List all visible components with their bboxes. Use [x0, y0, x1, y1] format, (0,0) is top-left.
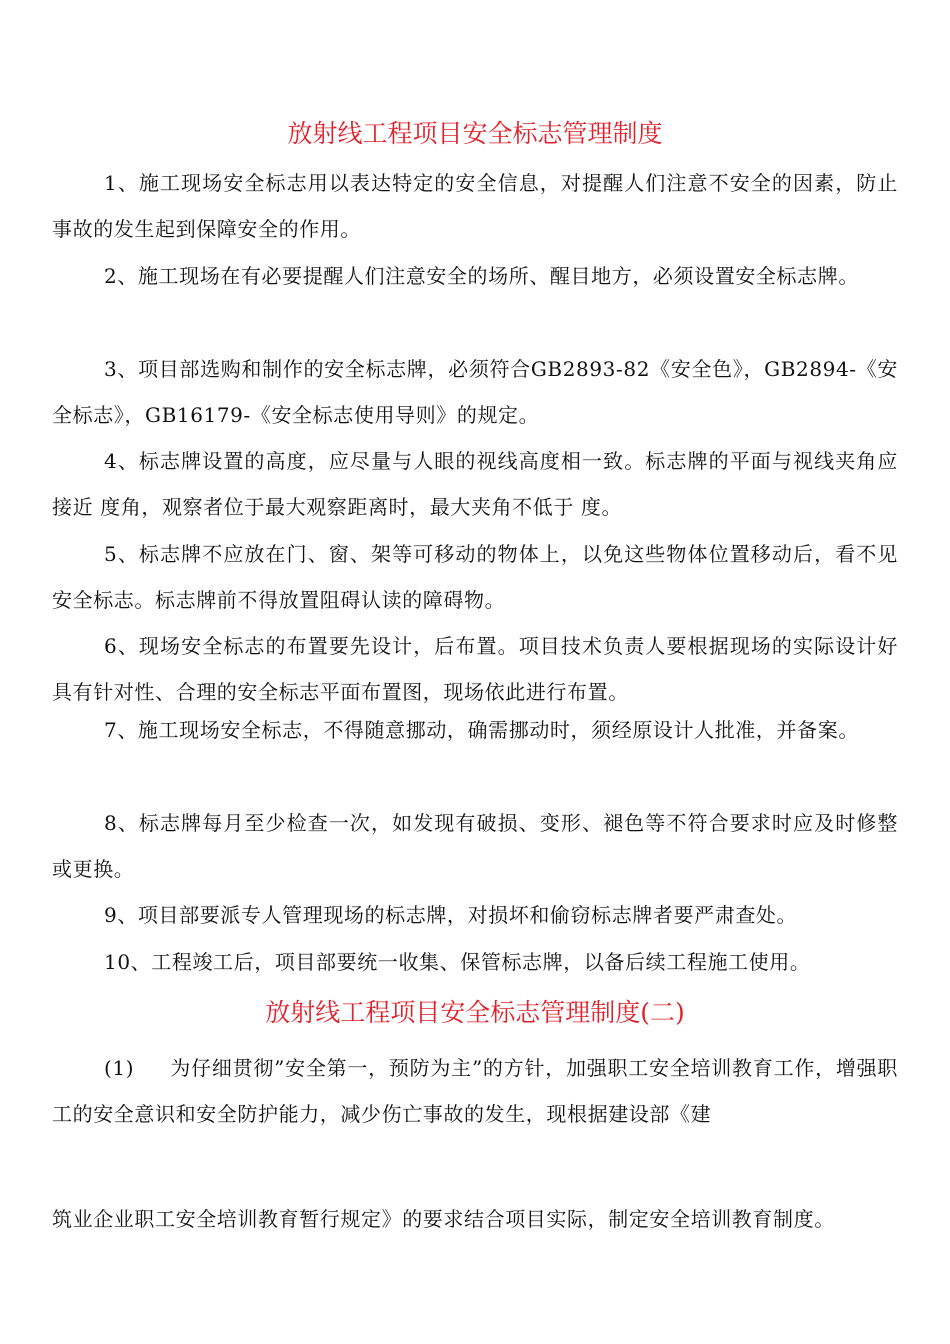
document-title: 放射线工程项目安全标志管理制度: [287, 119, 663, 148]
paragraph-5: 5、标志牌不应放在门、窗、架等可移动的物体上，以免这些物体位置移动后，看不见安全标志。标志牌前不得放置阻碍认读的障碍物。: [52, 542, 898, 612]
paragraph-10: 10、工程竣工后，项目部要统一收集、保管标志牌，以备后续工程施工使用。: [104, 950, 811, 974]
item-text: 为仔细贯彻”安全第一，预防为主”的方针，加强职工安全培训教育工作，增强职工的安全意识和安全防护能力，减少伤亡事故的发生，现根据建设部《建: [52, 1056, 898, 1126]
paragraph-1: 1、施工现场安全标志用以表达特定的安全信息，对提醒人们注意不安全的因素，防止事故的发生起到保障安全的作用。: [52, 171, 898, 241]
section-2-title: 放射线工程项目安全标志管理制度(二): [265, 998, 685, 1027]
paragraph-3: 3、项目部选购和制作的安全标志牌，必须符合GB2893-82《安全色》，GB2894-《安全标志》，GB16179-《安全标志使用导则》的规定。: [52, 357, 898, 427]
paragraph-6: 6、现场安全标志的布置要先设计，后布置。项目技术负责人要根据现场的实际设计好具有针对性、合理的安全标志平面布置图，现场依此进行布置。: [52, 634, 898, 704]
section-2-continuation: 筑业企业职工安全培训教育暂行规定》的要求结合项目实际，制定安全培训教育制度。: [52, 1207, 835, 1231]
section-2-item-1: [52, 1045, 898, 1137]
paragraph-7: 7、施工现场安全标志，不得随意挪动，确需挪动时，须经原设计人批准，并备案。: [104, 718, 859, 742]
paragraph-2: 2、施工现场在有必要提醒人们注意安全的场所、醒目地方，必须设置安全标志牌。: [104, 264, 859, 288]
paragraph-9: 9、项目部要派专人管理现场的标志牌，对损坏和偷窃标志牌者要严肃查处。: [104, 903, 798, 927]
paragraph-8: 8、标志牌每月至少检查一次，如发现有破损、变形、褪色等不符合要求时应及时修整或更换。: [52, 811, 898, 881]
item-number: (1): [104, 1056, 135, 1080]
paragraph-4: 4、标志牌设置的高度，应尽量与人眼的视线高度相一致。标志牌的平面与视线夹角应接近 度角，观察者位于最大观察距离时，最大夹角不低于 度。: [52, 449, 898, 519]
